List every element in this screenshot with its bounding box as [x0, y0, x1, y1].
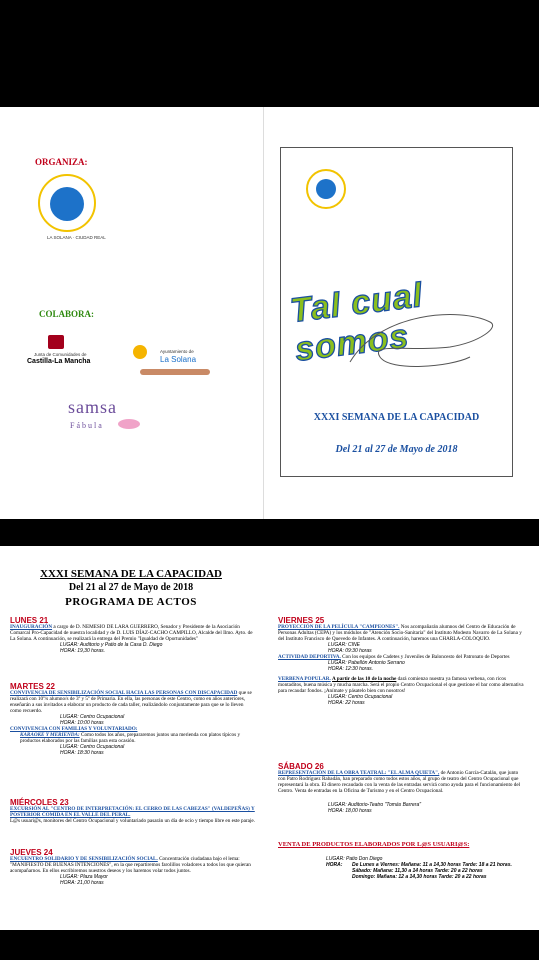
event-text: que se realizará con 10º/s alumno/s de 3º y 5º de Primaria. En ella, las personas de este Centro, como en años anteriores, enseñarán a sus invitados a elaborar un producto de cada taller, realizándolo conjuntamente para que se lo lleven como recuerdo.: [10, 690, 252, 714]
jccm-label: Castilla-La Mancha: [27, 358, 91, 365]
event-title: CONVIVENCIA DE SENSIBILIZACIÓN SOCIAL HACIA LAS PERSONAS CON DISCAPACIDAD: [10, 690, 238, 696]
organizer-logo-figure: [50, 187, 84, 221]
sale-hours-line: De Lunes a Viernes: Mañana: 11 a 14,30 horas Tarde: 18 a 21 horas.: [352, 862, 512, 868]
event-title: PROYECCIÓN DE LA PELÍCULA "CAMPEONES".: [278, 624, 400, 630]
wednesday-section: [10, 800, 256, 824]
event-title: REPRESENTACIÓN DE LA OBRA TEATRAL: "EL ALMA QUIETA",: [278, 770, 440, 776]
event-time: HORA: 19,30 horas.: [60, 648, 106, 654]
day-heading: MARTES 22: [10, 682, 55, 691]
cover-title: Tal cual somos: [288, 276, 426, 369]
organizer-logo-caption: LA SOLANA · CIUDAD REAL: [47, 235, 106, 240]
event-place: LUGAR: Pabellón Antonio Serrano: [328, 660, 405, 666]
event-place: LUGAR: Auditorio-Teatro "Tomás Barrera": [328, 802, 422, 808]
event-title: EXCURSIÓN AL "CENTRO DE INTERPRETACIÓN: EL CERRO DE LAS CABEZAS" (VALDEPEÑAS) Y POSTERIOR COMIDA EN EL VALLE DEL PERAL.: [10, 806, 255, 818]
event-place: LUGAR: Centro Ocupacional: [60, 714, 125, 720]
colabora-label: COLABORA:: [39, 309, 95, 319]
event-place: LUGAR: Centro Ocupacional: [328, 694, 393, 700]
day-heading: LUNES 21: [10, 616, 49, 625]
day-heading: SÁBADO 26: [278, 762, 324, 771]
program-heading: PROGRAMA DE ACTOS: [65, 596, 197, 608]
program-page: [0, 546, 539, 930]
event-time: HORA: 22 horas: [328, 700, 365, 706]
day-heading: JUEVES 24: [10, 848, 53, 857]
event-title: VERBENA POPULAR.: [278, 676, 331, 682]
thursday-section: [10, 850, 256, 886]
event-text: Como todos los años, prepararemos juntos una merienda con platos típicos y productos elaborados por las familias para esta ocasión.: [20, 732, 241, 744]
event-place: LUGAR: CINE: [328, 642, 360, 648]
jccm-small-text: Junta de Comunidades de: [34, 352, 87, 357]
sale-place: LUGAR: Patio Don Diego: [326, 856, 383, 862]
event-text: Nos acompañarán alumnos del Centro de Educación de Personas Adultas (CEPA) y los módulos de "Atención Socio-Sanitaria" del Instituto Modesto Navarro de La Solana y del Instituto Francisco de Quevedo de Infantes. A continuación, haremos una CHARLA-COLOQUIO.: [278, 624, 522, 642]
sale-hours-list: [348, 862, 512, 880]
samsa-logo-text: samsa: [68, 397, 117, 417]
sun-logo-icon: [133, 345, 147, 359]
flower-icon: [118, 419, 140, 429]
cover-dates: Del 21 al 27 de Mayo de 2018: [335, 444, 458, 455]
ayto-label: La Solana: [160, 355, 197, 364]
day-heading: MIÉRCOLES 23: [10, 798, 69, 807]
ayto-small-text: Ayuntamiento de: [160, 349, 194, 354]
event-text: L@s usuari@s, monitores del Centro Ocupacional y voluntariado pasarán un día de ocio y tiempo libre en este paraje.: [10, 818, 255, 824]
samsa-sub-text: Fábula: [70, 421, 104, 430]
sale-hours: [278, 862, 528, 880]
cover-scribble: [340, 302, 500, 382]
event-title: ACTIVIDAD DEPORTIVA.: [278, 654, 341, 660]
event-text: de Antonio García-Catalán, que junto con Patro Rodríguez Rabadán, han preparado como todos estos años, al grupo de teatro del Centro Ocupacional que representará la obra. El dinero recaudado con la venta de las entradas servirá como ayuda para el funcionamiento del Centro. Venta de entradas en la Oficina de Turismo y en el Centro Ocupacional.: [278, 770, 521, 794]
jccm-emblem-icon: [48, 335, 64, 349]
event-text: a cargo de D. NEMESIO DE LARA GUERRERO, Senador y Presidente de la Asociación Comarcal Pro-Capacidad de nuestra localidad y de D. LUIS DÍAZ-CACHO CAMPILLO, Alcalde del Ilmo. Ayto. de La Solana. A continuación, se realizará la entrega del Premio "Igualdad de Oportunidades": [10, 624, 253, 642]
ayto-swoosh: [140, 369, 210, 375]
event-place: LUGAR: Centro Ocupacional: [60, 744, 125, 750]
event-time: HORA: 18,00 horas: [328, 808, 372, 814]
day-heading: VIERNES 25: [278, 616, 325, 625]
event-place: LUGAR: Auditorio y Patio de la Casa D. Diego: [60, 642, 163, 648]
program-title: XXXI SEMANA DE LA CAPACIDAD: [40, 568, 222, 580]
event-place: LUGAR: Plaza Mayor: [60, 874, 108, 880]
event-time: HORA: 21,00 horas: [60, 880, 104, 886]
event-time: HORA: 10:00 horas: [60, 720, 104, 726]
sale-hours-line: Domingo: Mañana: 12 a 14,30 horas Tarde: 20 a 22 horas: [352, 874, 487, 880]
program-subtitle: Del 21 al 27 de Mayo de 2018: [68, 582, 194, 593]
event-title: ENCUENTRO SOLIDARIO Y DE SENSIBILIZACIÓN SOCIAL.: [10, 856, 158, 862]
event-text: Con los equipos de Cadetes y Juveniles de Baloncesto del Patronato de Deportes: [342, 654, 510, 660]
event-subtitle: KARAOKE Y MERIENDA:: [20, 732, 80, 738]
event-highlight: A partir de las 10 de la noche: [332, 676, 397, 682]
event-title: CONVIVENCIA CON FAMILIAS Y VOLUNTARIADO:: [10, 726, 138, 732]
event-time: HORA: 12:30 horas.: [328, 666, 374, 672]
event-time: HORA: 09:30 horas: [328, 648, 372, 654]
sale-section: [278, 842, 528, 880]
sale-hours-label: HORA:: [326, 862, 343, 868]
cover-week-title: XXXI SEMANA DE LA CAPACIDAD: [313, 412, 480, 423]
sale-hours-line: Sábado: Mañana: 11,30 a 14 horas Tarde: 20 a 22 horas: [352, 868, 483, 874]
organiza-label: ORGANIZA:: [35, 157, 88, 167]
brochure-cover-page: [0, 107, 539, 519]
saturday-section: [278, 764, 524, 814]
event-time: HORA: 18:30 horas: [60, 750, 104, 756]
sale-title: VENTA DE PRODUCTOS ELABORADOS POR L@S USUARI@S:: [278, 841, 470, 848]
page-fold-divider: [263, 107, 264, 519]
event-text: Concentración ciudadana bajo el lema: "MANIFIESTO DE BUENAS INTENCIONES", en la que repartiremos farolillos voladores a todos los que quieran acompañarnos. En ellos escribiremos nuestros deseos y los haremos volar todos juntos.: [10, 856, 251, 874]
event-text: dará comienzo nuestra ya famosa verbena, con ricos montaditos, buena música y mucha marcha. Será el propio Centro Ocupacional el que gestione el bar como alternativa para recaudar fondos. ¡Anímate y pásatelo bien con nosotros!: [278, 676, 524, 694]
tuesday-section: [10, 684, 256, 756]
event-title: INAUGURACIÓN: [10, 624, 53, 630]
friday-section: [278, 618, 524, 706]
monday-section: [10, 618, 256, 654]
cover-logo-figure: [316, 179, 336, 199]
